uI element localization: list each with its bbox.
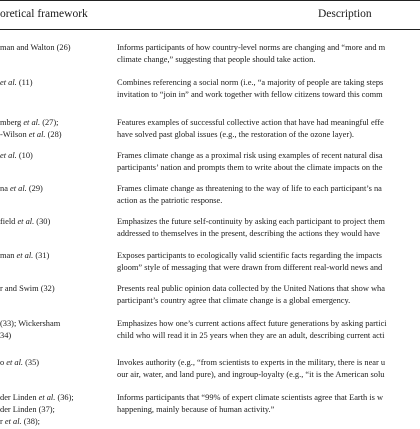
description-text: Frames climate change as a proximal risk using examples of recent natural disa <box>117 151 383 160</box>
description-cell <box>117 150 420 174</box>
citation-text: field et al. (30) <box>0 217 51 226</box>
table-top-rule <box>0 0 420 1</box>
description-cell <box>117 77 420 101</box>
description-text: Emphasizes how one’s current actions affect future generations by asking partici <box>117 319 387 328</box>
framework-cell <box>0 42 95 54</box>
description-text: happening, mainly because of human activity.” <box>117 405 275 415</box>
citation-text: et al. (11) <box>0 78 33 87</box>
description-text: Exposes participants to ecologically valid scientific facts regarding the impacts <box>117 251 382 260</box>
description-text: Emphasizes the future self-continuity by asking each participant to project them <box>117 217 385 226</box>
citation-text: r and Swim (32) <box>0 284 55 293</box>
column-header-framework: oretical framework <box>0 8 88 20</box>
framework-cell <box>0 77 95 89</box>
citation-text: r et al. (38); <box>0 417 41 427</box>
description-text: Features examples of successful collective action that have had meaningful effe <box>117 118 384 127</box>
description-text: Combines referencing a social norm (i.e., “a majority of people are taking steps <box>117 78 384 87</box>
description-text: invitation to “join in” and work together with fellow citizens toward this comm <box>117 90 383 100</box>
description-cell <box>117 357 420 381</box>
description-text: participant’s country agree that climate change is a global emergency. <box>117 296 351 306</box>
citation-text: 34) <box>0 331 12 341</box>
header-bottom-rule <box>0 29 420 30</box>
framework-cell <box>0 283 95 295</box>
framework-cell <box>0 392 95 429</box>
citation-text: o et al. (35) <box>0 358 40 367</box>
description-cell <box>117 250 420 274</box>
description-cell <box>117 216 420 240</box>
description-text: Frames climate change as threatening to the way of life to each participant’s na <box>117 184 382 193</box>
description-text: action as the patriotic response. <box>117 196 223 206</box>
description-text: addressed to themselves in the present, describing the actions they would have <box>117 229 380 239</box>
citation-text: man et al. (31) <box>0 251 50 260</box>
citation-text: na et al. (29) <box>0 184 43 193</box>
description-text: climate change,” suggesting that people should take action. <box>117 55 316 65</box>
citation-text: der Linden et al. (36); <box>0 393 74 402</box>
framework-cell <box>0 183 95 195</box>
description-cell <box>117 183 420 207</box>
framework-cell <box>0 150 95 162</box>
column-header-description: Description <box>318 8 372 20</box>
description-cell <box>117 42 420 66</box>
citation-text: man and Walton (26) <box>0 43 71 52</box>
description-text: Informs participants of how country-level norms are changing and “more and m <box>117 43 386 52</box>
framework-cell <box>0 318 95 342</box>
description-text: gloom” style of messaging that were drawn from different real-world news and <box>117 263 383 273</box>
description-text: our air, water, and land pure), and ingroup-loyalty (e.g., “it is the American solu <box>117 370 385 380</box>
citation-text: et al. (10) <box>0 151 33 160</box>
description-cell <box>117 117 420 141</box>
citation-text: (33); Wickersham <box>0 319 61 328</box>
framework-cell <box>0 117 95 141</box>
description-text: child who will read it in 25 years when they are an adult, describing current acti <box>117 331 385 341</box>
description-cell <box>117 318 420 342</box>
framework-cell <box>0 250 95 262</box>
framework-cell <box>0 357 95 369</box>
description-cell <box>117 283 420 307</box>
description-text: Invokes authority (e.g., “from scientists to experts in the military, there is near u <box>117 358 386 367</box>
citation-text: -Wilson et al. (28) <box>0 130 62 140</box>
citation-text: mberg et al. (27); <box>0 118 59 127</box>
description-text: Informs participants that “99% of expert climate scientists agree that Earth is w <box>117 393 384 402</box>
framework-cell <box>0 216 95 228</box>
citation-text: der Linden (37); <box>0 405 55 415</box>
description-cell <box>117 392 420 416</box>
description-text: have solved past global issues (e.g., the restoration of the ozone layer). <box>117 130 354 140</box>
description-text: participants’ nation and prompts them to write about the climate impacts on the <box>117 163 383 173</box>
description-text: Presents real public opinion data collected by the United Nations that show wha <box>117 284 385 293</box>
